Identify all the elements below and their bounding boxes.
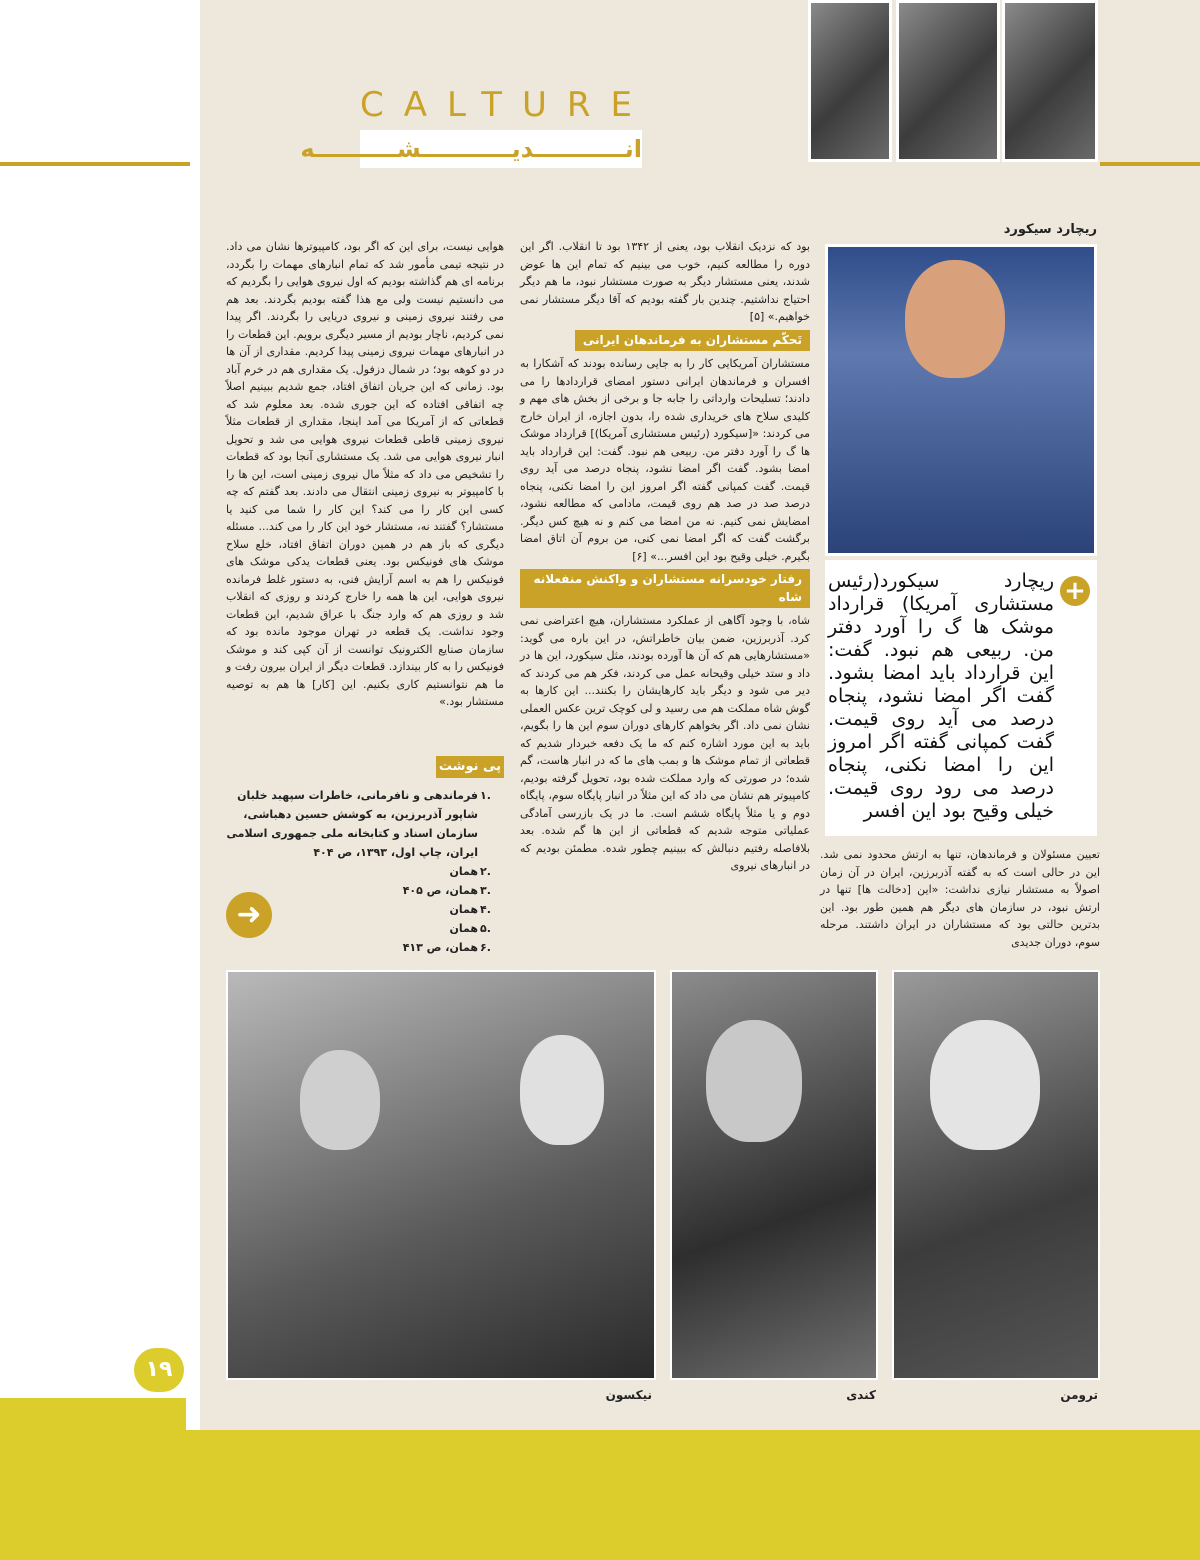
sicord-photo-caption: ریچارد سیکورد bbox=[1003, 222, 1097, 237]
caption-kennedy: کندی bbox=[846, 1388, 876, 1402]
header-photo-kennedy bbox=[1002, 0, 1098, 162]
section-heading: تَحکّم مستشاران به فرماندهان ایرانی bbox=[575, 330, 810, 352]
article-paragraph: هوایی نیست، برای این که اگر بود، کامپیوترها نشان می داد. در نتیجه تیمی مأمور شد که تمام انبارهای مهمات را بگردد، برنامه ای هم گذاشته بودیم که اول نیروی هوایی را بگردیم که می دانستیم نیست ولی مع هذا گفته بودیم بگردند. بعد هم می رفتند نیروی زمینی و نیروی دریایی را بگردند. اگر پیدا نمی کردیم، ناچار بودیم از مسیر دیگری برویم. این قطعات را در انبارهای مهمات نیروی زمینی پیدا کردیم. مقداری از آن ها در دو کوهه بود؛ در شمال دزفول. یک مقداری هم در خرم آباد بود. زمانی که این جریان اتفاق افتاد، جمع شدیم ببینیم اصلاً چه اتفاقی افتاده که این جوری شده. بعد معلوم شد که قطعاتی که از آمریکا می آمد اینجا، مقداری از قطعات مثلاً نیروی زمینی قاطی قطعات نیروی هوایی می شد و تحویل انبار نیروی هوایی می شد. یک مستشاری آنجا بود که قطعات را تشخیص می داد که مثلاً مال نیروی زمینی است، این ها را با کامپیوتر به نیروی زمینی انتقال می دادند. بعد گفتم که چه کسی این کار را می کند؟ این کار را شما می کنید یا مستشار؟ گفتند نه، مستشار خود این کار را می کند... مسئله دیگری که باز هم در همین دوران اتفاق افتاد، خلع سلاح موشک های فونیکس بود. یعنی قطعات یدکی موشک های فونیکس را هم به اسم آرایش فنی، به دستور غلط فرمانده نیروی هوایی، این ها همه را خارج کردند و روزی که انقلاب شد و روزی هم که وارد جنگ با عراق شدیم، این قطعات وجود نداشت. یک قطعه در تهران موجود مانده بود که سازمان صنایع الکترونیک توانست از آن کپی کند و موشک فونیکس را به کار بیندازد. قطعات دیگر از ایران بیرون رفت و ما هم نتوانستیم کاری بکنیم. این [کار] ها هم به توصیه مستشار بود.» bbox=[226, 240, 504, 708]
photo-kennedy-face bbox=[706, 1020, 802, 1142]
footnote-item: .۶ همان، ص ۴۱۳ bbox=[402, 941, 491, 954]
header-photo-flag bbox=[896, 0, 1000, 162]
footnote-item: .۵ همان bbox=[449, 922, 491, 935]
sidebar-body-text: تعیین مسئولان و فرماندهان، تنها به ارتش محدود نمی شد. این در حالی است که به گفته آذربرزین، ایران در آن زمان اصولاً به مستشار نیازی نداشت: «این [دخالت ها] تنها در ارتش نبود، در سازمان های دیگر هم همین طور بود. این بدترین حالتی بود که مستشاران در ایران داشتند. مرحله سوم، دوران جدیدی bbox=[820, 848, 1100, 949]
photo-nixon-face bbox=[520, 1035, 604, 1145]
footnotes-heading: پی نوشت bbox=[436, 756, 504, 778]
pull-quote-text: ریچارد سیکورد(رئیس مستشاری آمریکا) قرارداد موشک ها گ را آورد دفتر من. ربیعی هم نبود. گفت: این قرارداد باید امضا بشود. گفت اگر امضا نشود، پنجاه درصد می آید روی قیمت. گفت کمپانی گفته اگر امروز این را امضا نکنی، پنجاه درصد می رود روی قیمت. خیلی وقیح بود این افسر bbox=[828, 570, 1054, 822]
article-paragraph: بود که نزدیک انقلاب بود، یعنی از ۱۳۴۲ بود تا انقلاب. اگر این دوره را مطالعه کنیم، خوب می بینیم که تمام این ها عوض شدند، یعنی مستشار دیگر به صورت مستشار نبود، ما هم دیگر احتیاج نداشتیم. چندین بار گفته بودیم که آقا دیگر مستشار نمی خواهیم.» [۵] bbox=[520, 240, 810, 323]
section-title-persian: انـــــــــــدیـــــــــــشــــــــــه bbox=[360, 130, 642, 168]
footnote-item: .۳ همان، ص ۴۰۵ bbox=[402, 884, 491, 897]
photo-nixon-shah bbox=[226, 970, 656, 1380]
article-paragraph: شاه، با وجود آگاهی از عملکرد مستشاران، هیچ اعتراضی نمی کرد. آذربرزین، ضمن بیان خاطراتش، در این باره می گوید: «مستشارهایی هم که آن ها آورده بودند، مثل سیکورد، این ها در داد و ستد خیلی وقیحانه عمل می کردند، فکر هم می کردند که دیر می شود و دیگر باید کارهایشان را بکنند... این کارها به گوش شاه مملکت هم می رسید و لی کوچک ترین عکس العملی نشان نمی داد. اگر بخواهم کارهای دوران سوم این ها را بگویم، باید به این مورد اشاره کنم که ما یک دفعه خبردار شدیم که قطعاتی از تمام موشک ها و بمب های ما که در انبار هاست، گم شده؛ در صورتی که وارد مملکت شده بود، تحویل گرفته بودیم، کامپیوتر هم نشان می داد که این مثلاً در انبار پایگاه سوم، پایگاه دوم و یا مثلاً پایگاه ششم است. ما در یک بازرسی آمادگی عملیاتی متوجه شدیم که قطعاتی از این ها گم شده. بعد بلافاصله رفتیم دنبالش که ببینیم چطور شده. مطمئن بودیم که در انبارهای نیروی bbox=[520, 614, 810, 872]
arrow-right-icon[interactable]: ➜ bbox=[226, 892, 272, 938]
section-title-latin: CALTURE bbox=[360, 85, 653, 125]
plus-icon: + bbox=[1060, 576, 1090, 606]
footnote-item: .۲ همان bbox=[449, 865, 491, 878]
header-rule-right bbox=[1100, 162, 1200, 166]
header-rule-left bbox=[0, 162, 190, 166]
footnotes-list bbox=[226, 786, 504, 957]
footnote-item: .۱ فرماندهی و نافرمانی، خاطرات سپهبد خلبان شاپور آذربرزین، به کوشش حسین دهباشی، سازمان اسناد و کتابخانه ملی جمهوری اسلامی ایران، چاپ اول، ۱۳۹۳، ص ۴۰۴ bbox=[226, 789, 491, 859]
caption-truman: ترومن bbox=[1060, 1388, 1098, 1402]
article-column-left bbox=[226, 238, 504, 711]
header-photo-shah bbox=[808, 0, 892, 162]
section-heading: رفتار خودسرانه مستشاران و واکنش منفعلانه شاه bbox=[520, 569, 810, 608]
footnote-item: .۴ همان bbox=[449, 903, 491, 916]
footer-band bbox=[0, 1430, 1200, 1560]
sicord-portrait-face bbox=[905, 260, 1005, 378]
article-column-middle bbox=[520, 238, 810, 875]
photo-nixon-shah-face bbox=[300, 1050, 380, 1150]
page-number: ۱۹ bbox=[134, 1348, 184, 1392]
photo-truman-face bbox=[930, 1020, 1040, 1150]
caption-nixon: نیکسون bbox=[605, 1388, 652, 1402]
article-paragraph: مستشاران آمریکایی کار را به جایی رسانده بودند که آشکارا به افسران و فرماندهان ایرانی دستور امضای قراردادها را می دادند؛ تسلیحات وارداتی را جابه جا و برخی از بخش های مهم و کلیدی سلاح های خریداری شده را، بدون اجازه، از ایران خارج می کردند: «[سیکورد (رئیس مستشاری آمریکا)] قرارداد موشک ها گ را آورد دفتر من. ربیعی هم نبود. گفت: این قرارداد باید امضا بشود. گفت اگر امضا نشود، پنجاه درصد می آید روی قیمت. گفت کمپانی گفته اگر امروز این را امضا نکنی، پنجاه درصد صد در صد هم روی قیمت، مادامی که مطالعه نشود، امضایش نمی کنیم. نه من امضا می کنم و نه هیچ کس دیگر. برگشت گفت که اگر امضا نمی کنی، من بروم آن اتاق امضا بگیرم. خیلی وقیح بود این افسر...» [۶] bbox=[520, 357, 810, 563]
